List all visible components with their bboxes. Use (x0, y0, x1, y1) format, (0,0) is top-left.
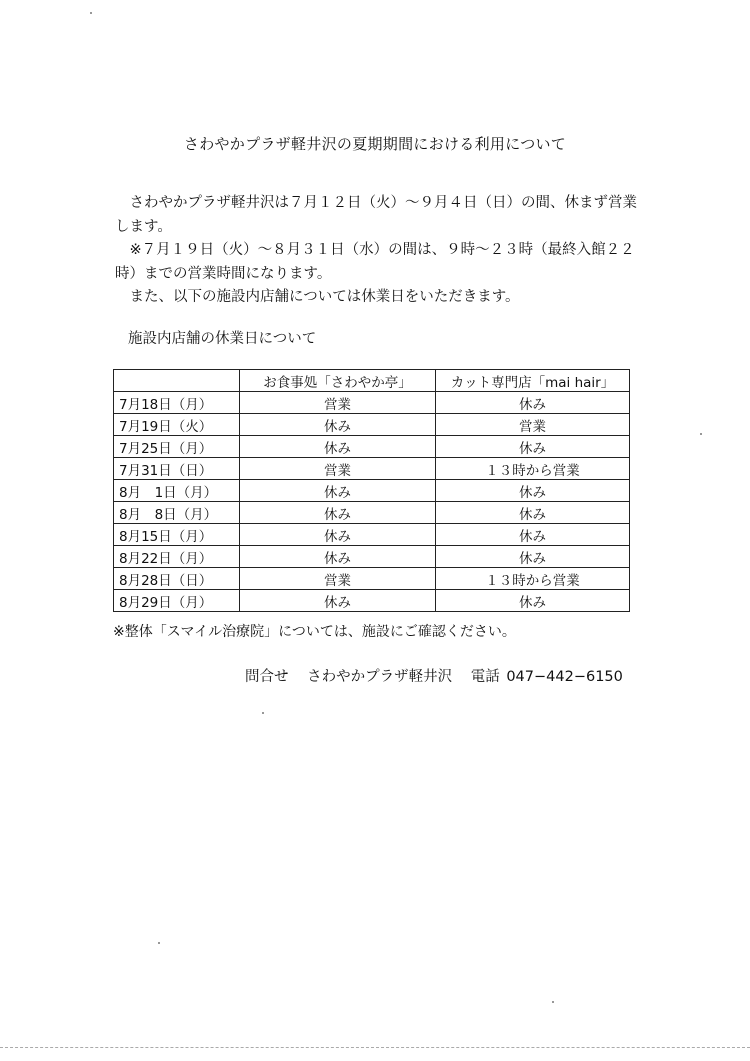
row-salon-status: 休み (436, 524, 630, 546)
row-date: 8月28日（日） (114, 568, 240, 590)
row-restaurant-status: 休み (240, 414, 436, 436)
row-salon-status: 休み (436, 546, 630, 568)
table-row (114, 546, 630, 568)
row-salon-status: １３時から営業 (436, 458, 630, 480)
scan-edge-line (0, 1047, 750, 1048)
table-row (114, 480, 630, 502)
row-salon-status: 休み (436, 480, 630, 502)
section-heading: 施設内店舗の休業日について (128, 331, 317, 347)
contact-phone: 電話 047−442−6150 (470, 669, 623, 685)
row-salon-status: 休み (436, 392, 630, 414)
scan-speck (552, 1001, 554, 1003)
row-restaurant-status: 休み (240, 480, 436, 502)
scan-speck (158, 942, 160, 944)
row-date: 7月18日（月） (114, 392, 240, 414)
row-date: 7月31日（日） (114, 458, 240, 480)
row-restaurant-status: 休み (240, 524, 436, 546)
scan-speck (90, 12, 92, 14)
header-hair-salon: カット専門店「mai hair」 (436, 370, 630, 392)
table-row (114, 568, 630, 590)
row-salon-status: 休み (436, 436, 630, 458)
table-header-row (114, 370, 630, 392)
row-date: 8月 8日（月） (114, 502, 240, 524)
row-date: 8月15日（月） (114, 524, 240, 546)
row-date: 8月22日（月） (114, 546, 240, 568)
contact-label: 問合せ (245, 669, 289, 685)
scan-speck (700, 433, 702, 435)
paragraph-open-period: さわやかプラザ軽井沢は７月１２日（火）～９月４日（日）の間、休まず営業します。 (115, 195, 637, 235)
scan-speck (262, 712, 264, 714)
row-date: 7月19日（火） (114, 414, 240, 436)
row-salon-status: １３時から営業 (436, 568, 630, 590)
row-date: 8月 1日（月） (114, 480, 240, 502)
table-row (114, 436, 630, 458)
contact-line (245, 665, 635, 686)
paragraph-closure-notice: また、以下の施設内店舗については休業日をいただきます。 (129, 289, 520, 305)
closure-table (113, 369, 630, 612)
table-row (114, 414, 630, 436)
body-text (115, 192, 645, 310)
row-restaurant-status: 営業 (240, 458, 436, 480)
table-row (114, 458, 630, 480)
row-salon-status: 休み (436, 502, 630, 524)
row-date: 7月25日（月） (114, 436, 240, 458)
row-restaurant-status: 営業 (240, 392, 436, 414)
contact-facility: さわやかプラザ軽井沢 (307, 669, 453, 685)
table-row (114, 524, 630, 546)
header-date (114, 370, 240, 392)
row-restaurant-status: 休み (240, 502, 436, 524)
footnote: ※整体「スマイル治療院」については、施設にご確認ください。 (113, 624, 516, 640)
row-restaurant-status: 営業 (240, 568, 436, 590)
row-restaurant-status: 休み (240, 546, 436, 568)
table-row (114, 502, 630, 524)
table-row (114, 590, 630, 612)
page-title: さわやかプラザ軽井沢の夏期期間における利用について (183, 135, 567, 153)
row-salon-status: 休み (436, 590, 630, 612)
row-date: 8月29日（月） (114, 590, 240, 612)
row-salon-status: 営業 (436, 414, 630, 436)
paragraph-extended-hours: ※７月１９日（火）～８月３１日（水）の間は、９時～２３時（最終入館２２時）までの営業時間になります。 (115, 242, 635, 282)
header-restaurant: お食事処「さわやか亭」 (240, 370, 436, 392)
row-restaurant-status: 休み (240, 590, 436, 612)
row-restaurant-status: 休み (240, 436, 436, 458)
table-row (114, 392, 630, 414)
